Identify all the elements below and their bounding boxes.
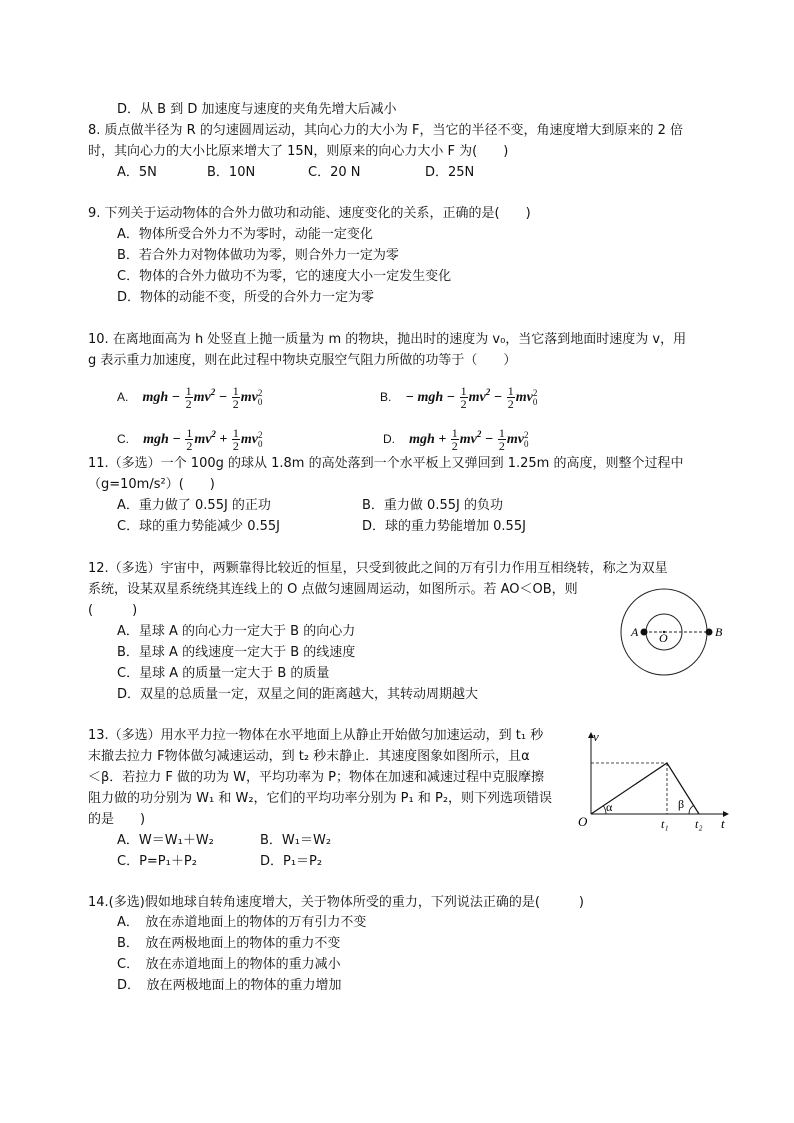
q11-option-a: A．重力做了 0.55J 的正功	[117, 498, 271, 513]
star-b	[706, 629, 713, 636]
option-label: B.	[380, 390, 392, 404]
label-a: A	[631, 625, 639, 639]
q12-stem-line3: ( )	[88, 603, 138, 618]
q13-stem-line3: ＜β．若拉力 F 做的功为 W，平均功率为 P；物体在加速和减速过程中克服摩擦	[88, 770, 544, 785]
q11-stem-line1: 11.（多选）一个 100g 的球从 1.8m 的高处落到一个水平板上又弹回到 1.25m 的高度，则整个过程中	[88, 456, 684, 471]
q11-option-c: C．球的重力势能减少 0.55J	[117, 519, 280, 534]
q10-stem-line1: 10. 在离地面高为 h 处竖直上抛一质量为 m 的物块，抛出时的速度为 v₀，当它落到地面时速度为 v，用	[88, 332, 687, 347]
q10-option-c: C. mgh − $\frac{1}{2}$ $mv^2$ + $\frac{1}{2}$ mv 2 0	[117, 426, 263, 454]
beta-label: β	[678, 797, 685, 811]
binary-star-diagram	[612, 582, 732, 692]
q11-option-b: B．重力做 0.55J 的负功	[362, 498, 503, 513]
v-label: v	[593, 729, 599, 744]
q8-stem-line1: 8. 质点做半径为 R 的匀速圆周运动，其向心力的大小为 F，当它的半径不变，角速度增大到原来的 2 倍	[88, 123, 683, 138]
t-label: t	[721, 816, 725, 831]
star-a	[641, 629, 648, 636]
option-label: A.	[117, 390, 129, 404]
velocity-time-graph	[576, 727, 736, 837]
q12-option-c: C．星球 A 的质量一定大于 B 的质量	[117, 666, 330, 681]
beta-arc	[689, 806, 694, 815]
option-label: C.	[117, 432, 129, 446]
origin-label: O	[578, 814, 588, 829]
q14-option-d: D． 放在两极地面上的物体的重力增加	[117, 978, 342, 993]
t1-label: t₁	[661, 817, 669, 831]
q9-option-b: B．若合外力对物体做功为零，则合外力一定为零	[117, 248, 399, 263]
q14-option-a: A． 放在赤道地面上的物体的万有引力不变	[117, 915, 367, 930]
q12-option-a: A．星球 A 的向心力一定大于 B 的向心力	[117, 624, 356, 639]
q13-option-d: D．P₁＝P₂	[260, 854, 323, 869]
q12-stem-line2: 系统，设某双星系统绕其连线上的 O 点做匀速圆周运动，如图所示。若 AO＜OB，则	[88, 582, 578, 597]
q10-option-a: A. mgh − $\frac{1}{2}$ $mv^2$ − $\frac{1}{2}$ mv 2 0	[117, 384, 263, 412]
label-b: B	[715, 625, 723, 639]
q12-option-d: D．双星的总质量一定，双星之间的距离越大，其转动周期越大	[117, 687, 479, 702]
q9-option-c: C．物体的合外力做功不为零，它的速度大小一定发生变化	[117, 269, 452, 284]
q13-stem-line2: 末撤去拉力 F物体做匀减速运动，到 t₂ 秒末静止．其速度图象如图所示，且α	[88, 749, 530, 764]
q11-stem-line2: （g=10m/s²）( )	[88, 477, 215, 492]
q8-stem-line2: 时，其向心力的大小比原来增大了 15N，则原来的向心力大小 F 为( )	[88, 144, 509, 159]
q10-option-b: B. − mgh − $\frac{1}{2}$ $mv^2$ − $\frac{1}{2}$ mv 2 0	[380, 384, 538, 412]
q13-option-a: A．W＝W₁＋W₂	[117, 833, 214, 848]
q7-option-d: D．从 B 到 D 加速度与速度的夹角先增大后减小	[117, 102, 397, 117]
q13-stem-line5: 的是 )	[88, 812, 146, 827]
q10-stem-line2: g 表示重力加速度，则在此过程中物块克服空气阻力所做的功等于（ ）	[88, 353, 517, 368]
option-label: D.	[383, 432, 395, 446]
q8-option-b: B．10N	[207, 165, 256, 180]
q9-option-a: A．物体所受合外力不为零时，动能一定变化	[117, 227, 373, 242]
q12-option-b: B．星球 A 的线速度一定大于 B 的线速度	[117, 645, 356, 660]
q14-option-b: B． 放在两极地面上的物体的重力不变	[117, 936, 341, 951]
q13-option-b: B．W₁＝W₂	[260, 833, 332, 848]
q8-option-d: D．25N	[425, 165, 475, 180]
q13-stem-line1: 13.（多选）用水平力拉一物体在水平地面上从静止开始做匀加速运动，到 t₁ 秒	[88, 728, 544, 743]
t2-label: t₂	[695, 817, 703, 831]
q11-option-d: D．球的重力势能增加 0.55J	[362, 519, 526, 534]
q14-option-c: C． 放在赤道地面上的物体的重力减小	[117, 957, 341, 972]
q8-option-c: C．20 N	[308, 165, 361, 180]
q9-option-d: D．物体的动能不变，所受的合外力一定为零	[117, 290, 375, 305]
label-o: O	[659, 631, 668, 645]
q9-stem: 9. 下列关于运动物体的合外力做功和动能、速度变化的关系，正确的是( )	[88, 206, 531, 221]
q10-option-d: D. mgh + $\frac{1}{2}$ $mv^2$ − $\frac{1}{2}$ mv 2 0	[383, 426, 529, 454]
q13-option-c: C．P=P₁＋P₂	[117, 854, 197, 869]
q12-stem-line1: 12.（多选）宇宙中，两颗靠得比较近的恒星，只受到彼此之间的万有引力作用互相绕转，称之为双星	[88, 561, 668, 576]
q8-option-a: A．5N	[117, 165, 157, 180]
q14-stem: 14.(多选)假如地球自转角速度增大，关于物体所受的重力，下列说法正确的是( )	[88, 895, 584, 910]
q13-stem-line4: 阻力做的功分别为 W₁ 和 W₂，它们的平均功率分别为 P₁ 和 P₂，则下列选项错误	[88, 791, 553, 806]
alpha-label: α	[606, 800, 613, 814]
